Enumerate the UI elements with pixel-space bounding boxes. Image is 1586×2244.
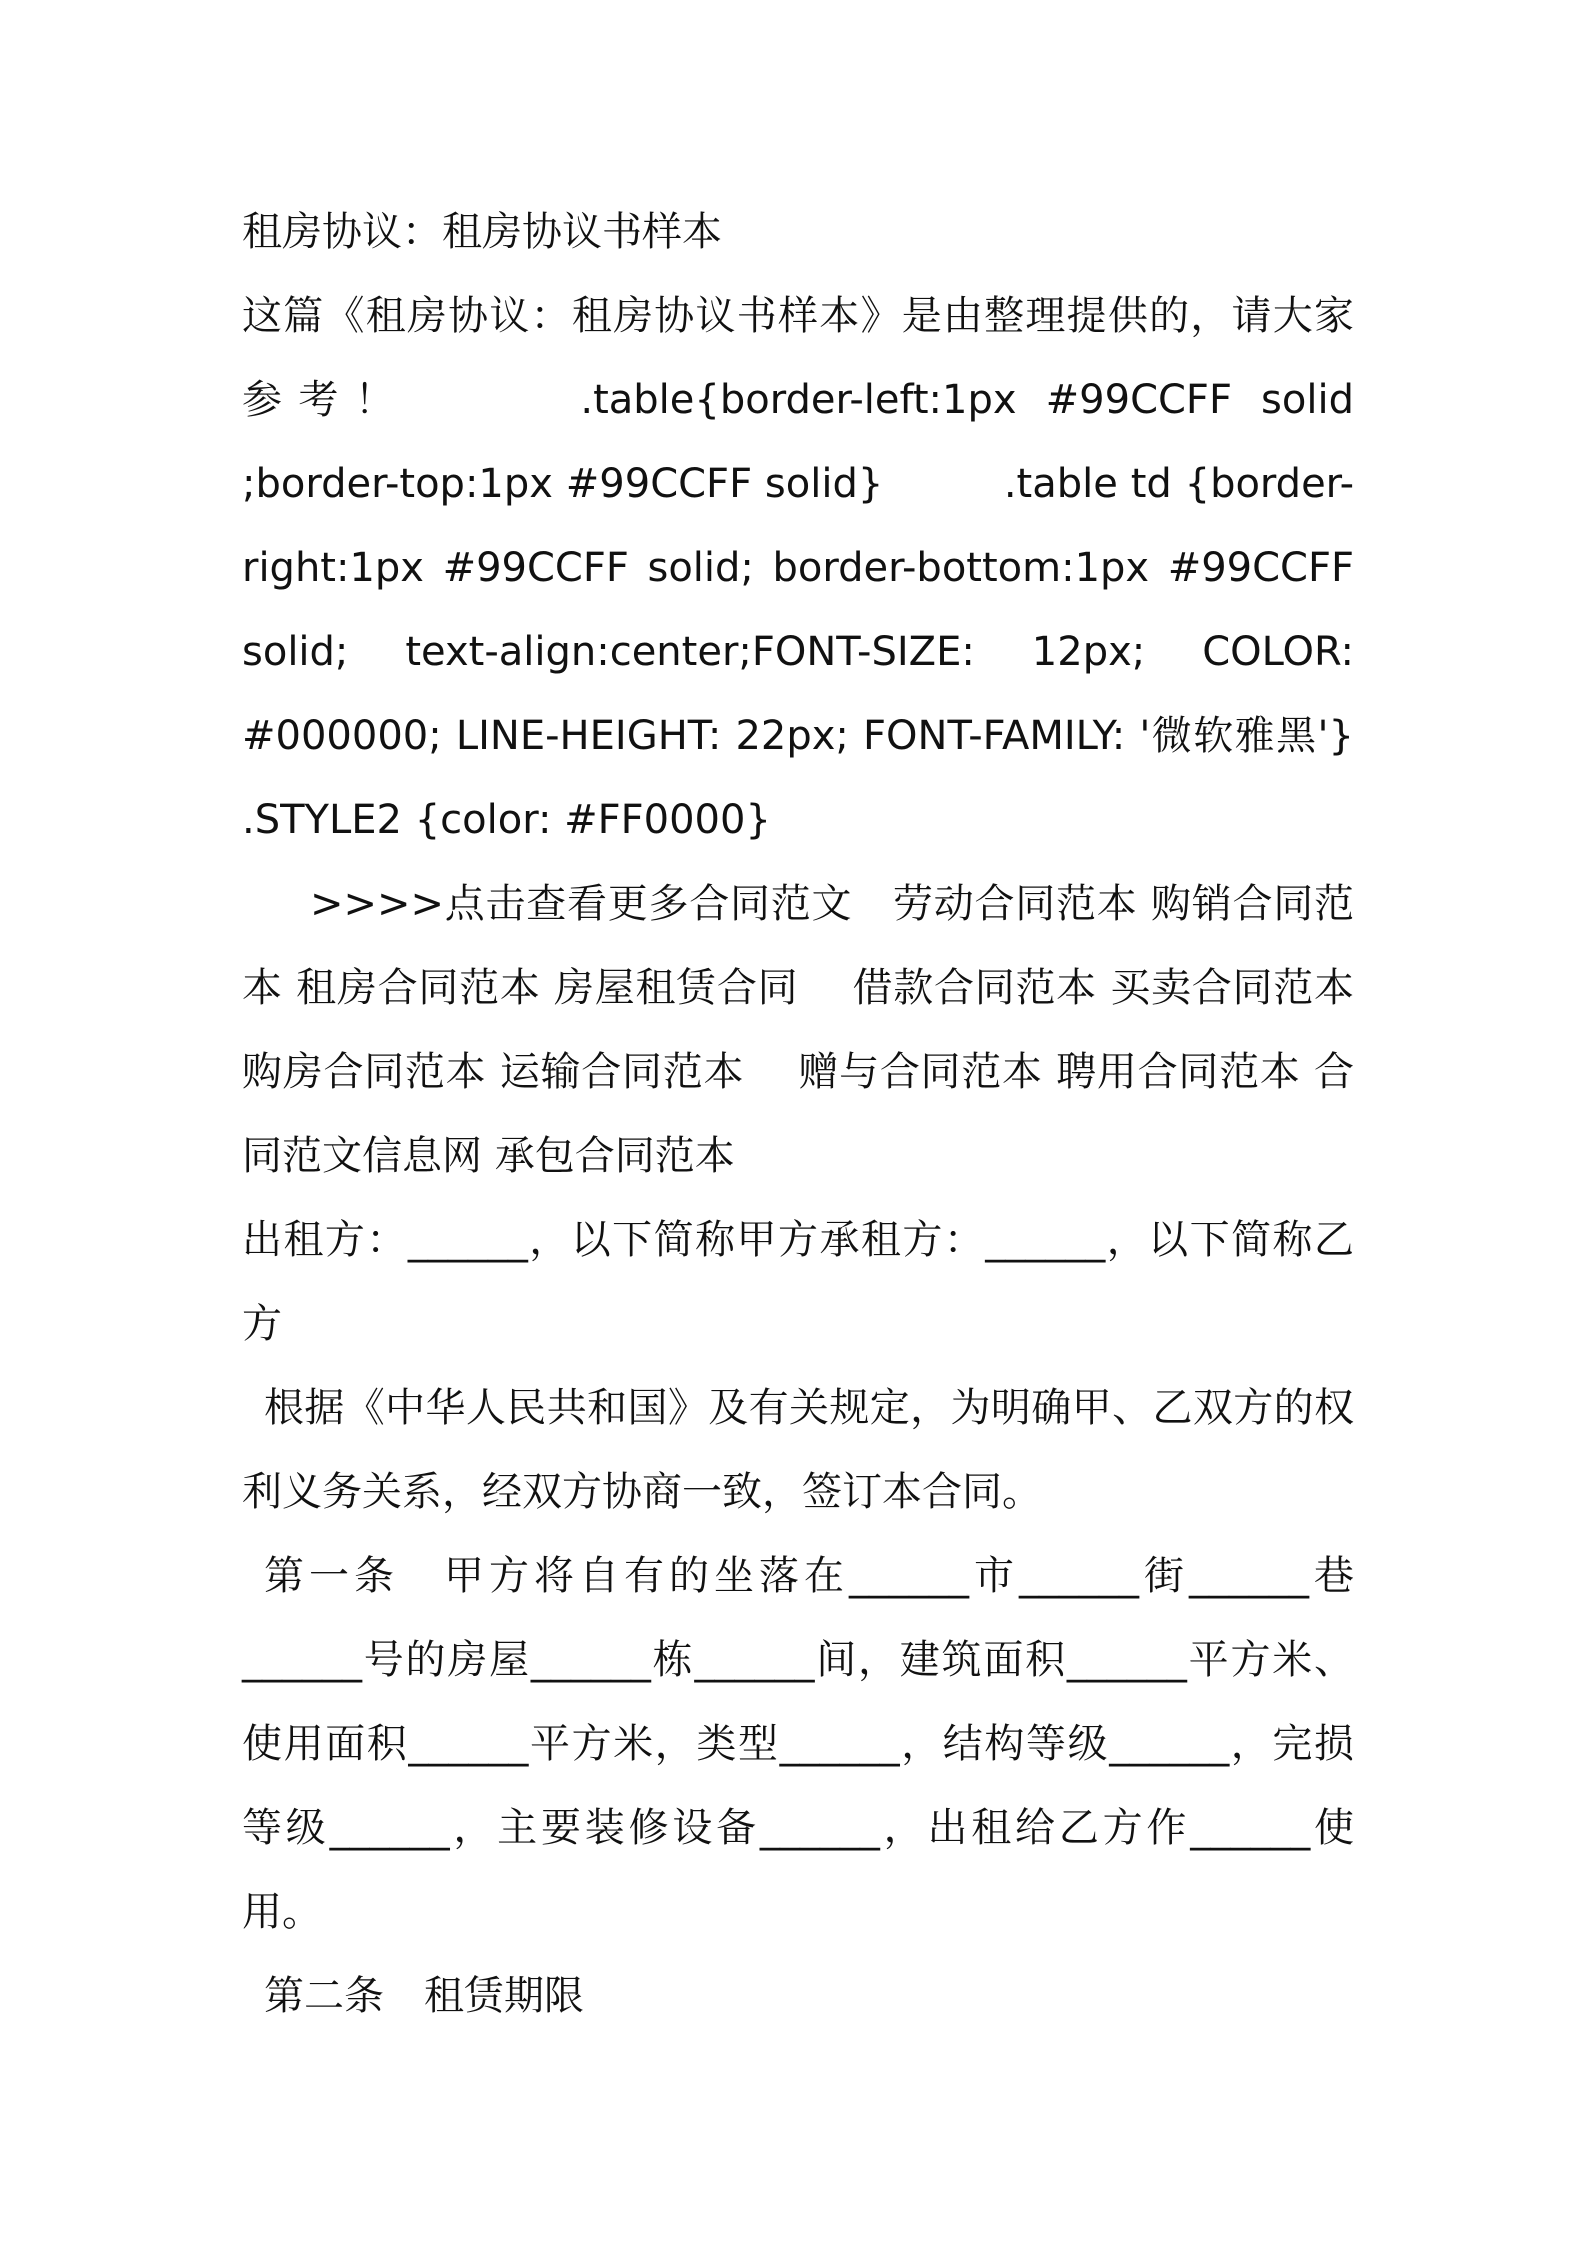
parties-paragraph: 出租方：______，以下简称甲方承租方：______，以下简称乙方 <box>242 1217 1354 1347</box>
document-title: 租房协议：租房协议书样本 <box>242 209 722 255</box>
intro-paragraph: 这篇《租房协议：租房协议书样本》是由整理提供的，请大家参考！ .table{border-left:1px #99CCFF solid ;border-top:1px #99CCFF solid} .table td {border-right:1px #99CCFF solid; border-bottom:1px #99CCFF solid; text-align:center;FONT-SIZE: 12px; COLOR: #000000; LINE-HEIGHT: 22px; FONT-FAMILY: '微软雅黑'} .STYLE2 {color: #FF0000} <box>242 293 1407 843</box>
document-page <box>242 190 1407 2038</box>
article-1: 第一条 甲方将自有的坐落在______市______街______巷______号的房屋______栋______间，建筑面积______平方米、使用面积______平方米，类型______，结构等级______，完损等级______，主要装修设备______，出租给乙方作______使用。 <box>242 1553 1354 1935</box>
related-contracts-links[interactable]: >>>>点击查看更多合同范文 劳动合同范本 购销合同范本 租房合同范本 房屋租赁合同 借款合同范本 买卖合同范本 购房合同范本 运输合同范本 赠与合同范本 聘用合同范本 合同范文信息网 承包合同范本 <box>242 881 1354 1179</box>
article-2-heading: 第二条 租赁期限 <box>264 1973 584 2019</box>
preamble-paragraph: 根据《中华人民共和国》及有关规定，为明确甲、乙双方的权利义务关系，经双方协商一致，签订本合同。 <box>242 1385 1354 1515</box>
